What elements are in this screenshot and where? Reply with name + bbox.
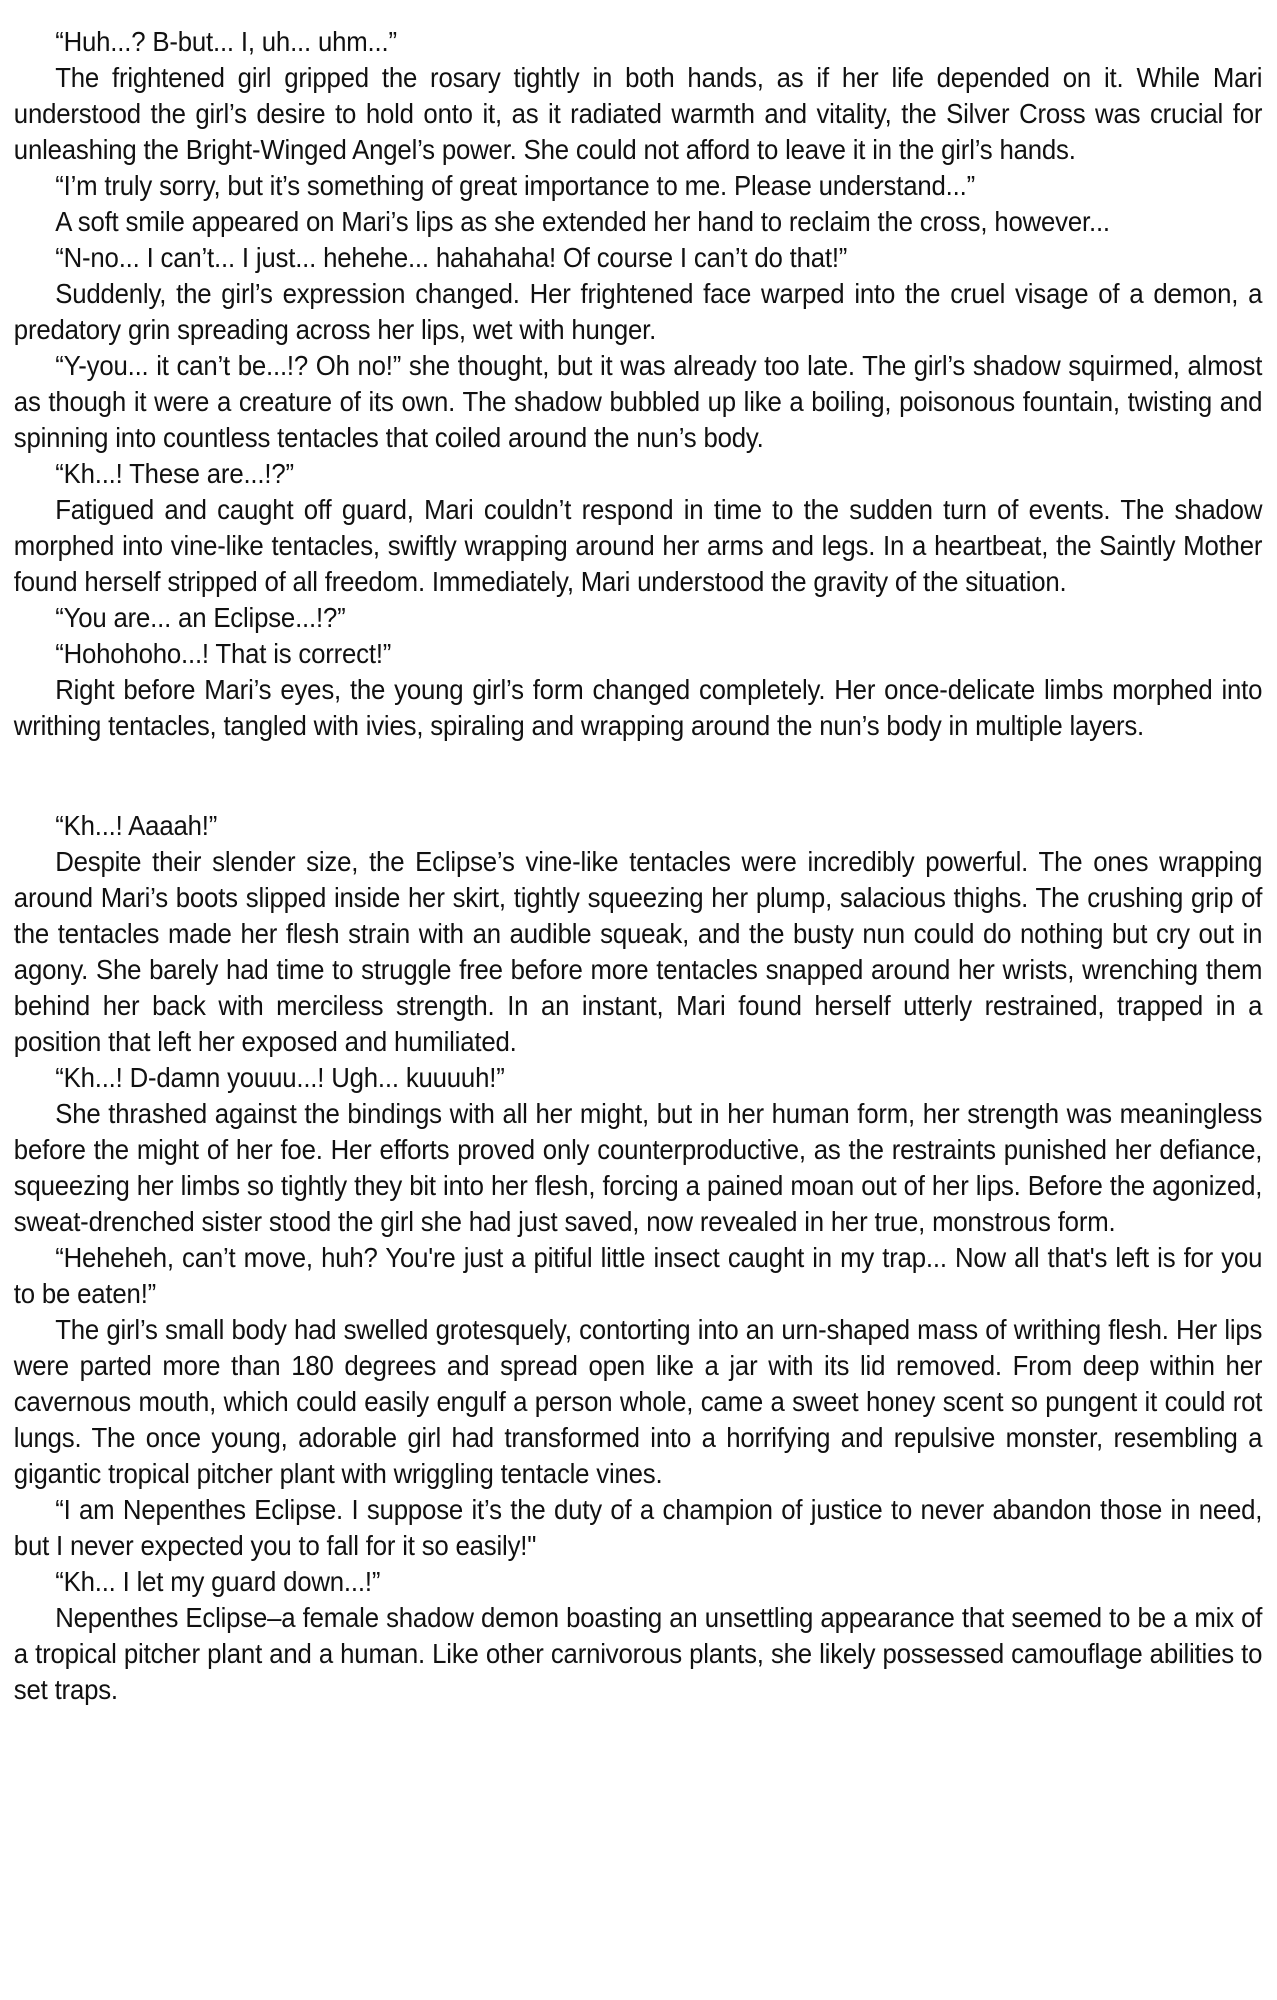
page-text	[14, 24, 1262, 1708]
paragraph: Despite their slender size, the Eclipse’s vine-like tentacles were incredibly powerful. The ones wrapping around Mari’s boots slipped inside her skirt, tightly squeezing her plump, salacious thighs. The crushing grip of the tentacles made her flesh strain with an audible squeak, and the busty nun could do nothing but cry out in agony. She barely had time to struggle free before more tentacles snapped around her wrists, wrenching them behind her back with merciless strength. In an instant, Mari found herself utterly restrained, trapped in a position that left her exposed and humiliated.	[13, 846, 1263, 1057]
paragraph: “Huh...? B-but... I, uh... uhm...”	[55, 26, 397, 57]
paragraph: “I am Nepenthes Eclipse. I suppose it’s the duty of a champion of justice to never abandon those in need, but I never expected you to fall for it so easily!"	[13, 1494, 1263, 1561]
paragraph: “Kh...! Aaaah!”	[55, 810, 218, 841]
paragraph: “N-no... I can’t... I just... hehehe... hahahaha! Of course I can’t do that!”	[55, 242, 848, 273]
paragraph: “Y-you... it can’t be...!? Oh no!” she thought, but it was already too late. The girl’s shadow squirmed, almost as though it were a creature of its own. The shadow bubbled up like a boiling, poisonous fountain, twisting and spinning into countless tentacles that coiled around the nun’s body.	[13, 350, 1263, 453]
paragraph: “Kh...! These are...!?”	[55, 458, 294, 489]
paragraph: A soft smile appeared on Mari’s lips as she extended her hand to reclaim the cross, however...	[55, 206, 1110, 237]
paragraph: The frightened girl gripped the rosary tightly in both hands, as if her life depended on it. While Mari understood the girl’s desire to hold onto it, as it radiated warmth and vitality, the Silver Cross was crucial for unleashing the Bright-Winged Angel’s power. She could not afford to leave it in the girl’s hands.	[13, 62, 1263, 165]
paragraph: Right before Mari’s eyes, the young girl’s form changed completely. Her once-delicate limbs morphed into writhing tentacles, tangled with ivies, spiraling and wrapping around the nun’s body in multiple layers.	[13, 674, 1263, 741]
paragraph: She thrashed against the bindings with all her might, but in her human form, her strength was meaningless before the might of her foe. Her efforts proved only counterproductive, as the restraints punished her defiance, squeezing her limbs so tightly they bit into her flesh, forcing a pained moan out of her lips. Before the agonized, sweat-drenched sister stood the girl she had just saved, now revealed in her true, monstrous form.	[13, 1098, 1263, 1237]
paragraph: “Kh... I let my guard down...!”	[55, 1566, 381, 1597]
paragraph: Nepenthes Eclipse–a female shadow demon boasting an unsettling appearance that seemed to be a mix of a tropical pitcher plant and a human. Like other carnivorous plants, she likely possessed camouflage abilities to set traps.	[13, 1602, 1263, 1705]
paragraph: “I’m truly sorry, but it’s something of great importance to me. Please understand...”	[55, 170, 975, 201]
paragraph: “Kh...! D-damn youuu...! Ugh... kuuuuh!”	[55, 1062, 505, 1093]
paragraph: “Hohohoho...! That is correct!”	[55, 638, 392, 669]
paragraph: “Heheheh, can’t move, huh? You're just a pitiful little insect caught in my trap... Now all that's left is for you to be eaten!”	[13, 1242, 1263, 1309]
paragraph: “You are... an Eclipse...!?”	[55, 602, 346, 633]
paragraph: The girl’s small body had swelled grotesquely, contorting into an urn-shaped mass of writhing flesh. Her lips were parted more than 180 degrees and spread open like a jar with its lid removed. From deep within her cavernous mouth, which could easily engulf a person whole, came a sweet honey scent so pungent it could rot lungs. The once young, adorable girl had transformed into a horrifying and repulsive monster, resembling a gigantic tropical pitcher plant with wriggling tentacle vines.	[13, 1314, 1263, 1489]
scene-break-spacer	[14, 744, 1262, 808]
paragraph: Suddenly, the girl’s expression changed. Her frightened face warped into the cruel visage of a demon, a predatory grin spreading across her lips, wet with hunger.	[13, 278, 1263, 345]
paragraph: Fatigued and caught off guard, Mari couldn’t respond in time to the sudden turn of events. The shadow morphed into vine-like tentacles, swiftly wrapping around her arms and legs. In a heartbeat, the Saintly Mother found herself stripped of all freedom. Immediately, Mari understood the gravity of the situation.	[13, 494, 1263, 597]
